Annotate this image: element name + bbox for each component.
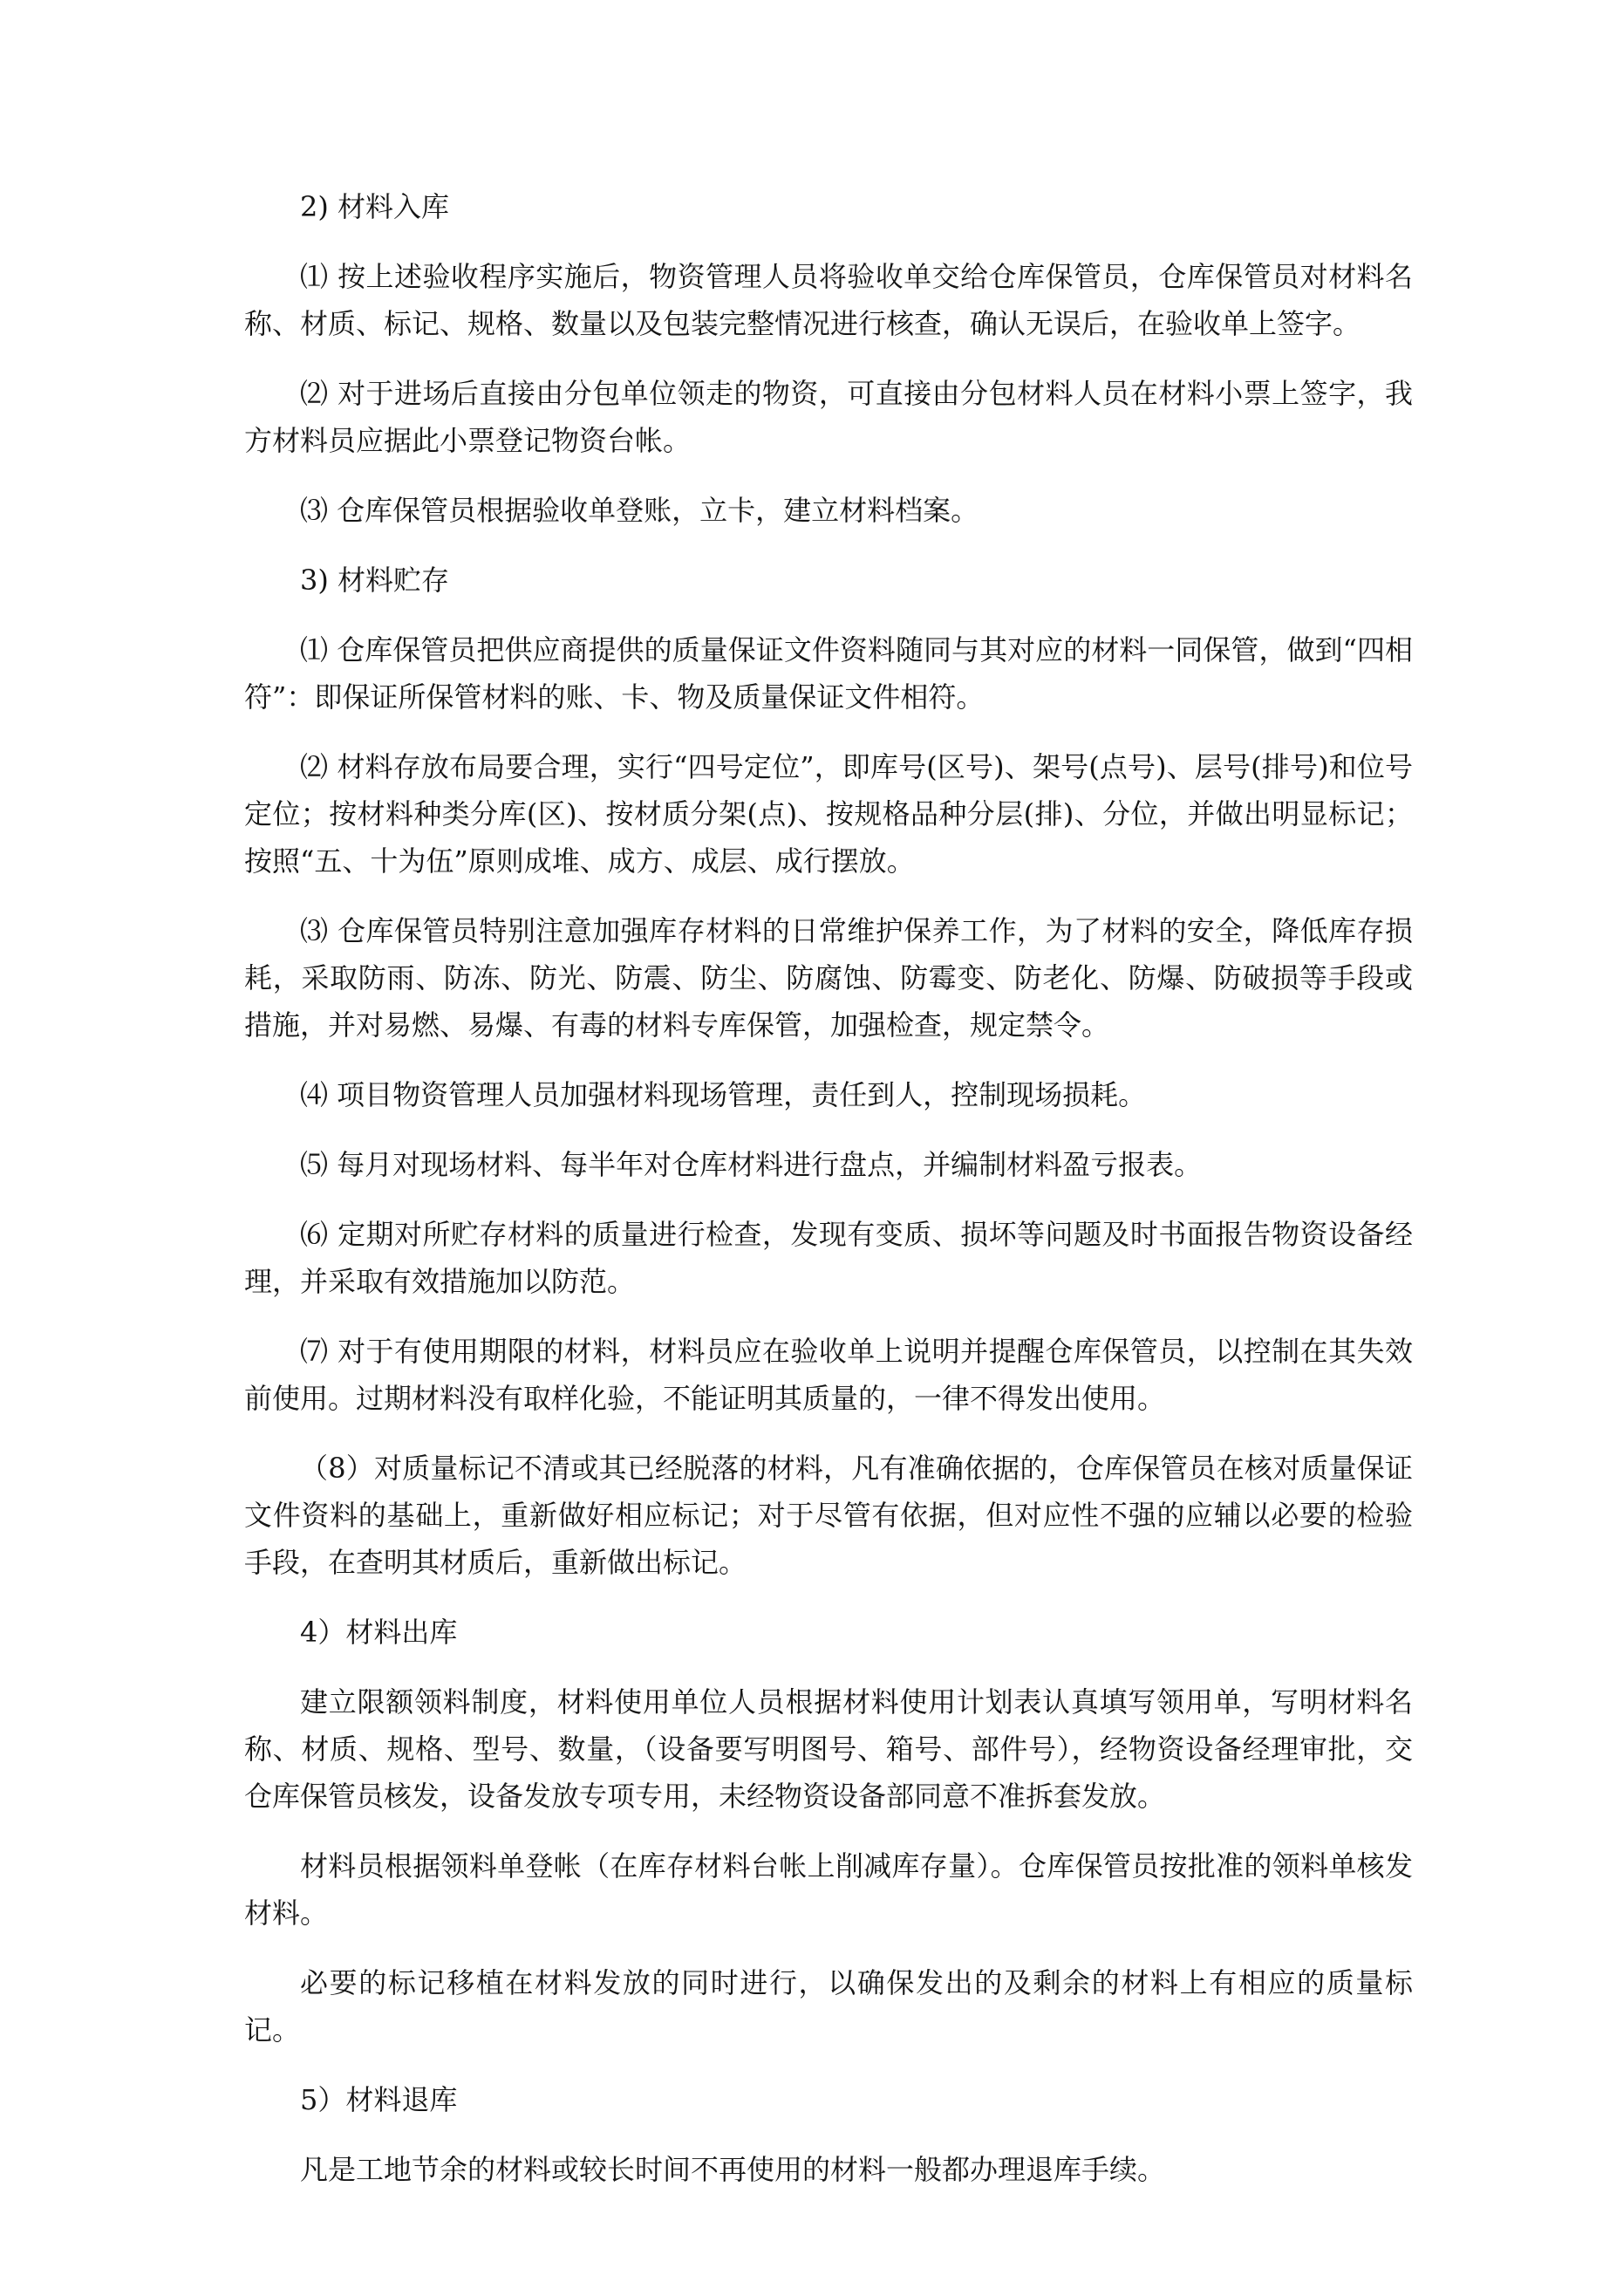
paragraph: ⑵ 材料存放布局要合理，实行“四号定位”，即库号(区号)、架号(点号)、层号(排号)和位号定位；按材料种类分库(区)、按材质分架(点)、按规格品种分层(排)、分位，并做出明显标记；按照“五、十为伍”原则成堆、成方、成层、成行摆放。	[244, 750, 1413, 878]
paragraph: ⑹ 定期对所贮存材料的质量进行检查，发现有变质、损坏等问题及时书面报告物资设备经理，并采取有效措施加以防范。	[244, 1218, 1413, 1298]
paragraph: 凡是工地节余的材料或较长时间不再使用的材料一般都办理退库手续。	[300, 2153, 1166, 2186]
section-heading-material-warehousing: 2) 材料入库	[300, 190, 450, 223]
paragraph: ⑷ 项目物资管理人员加强材料现场管理，责任到人，控制现场损耗。	[300, 1078, 1147, 1111]
paragraph: ⑺ 对于有使用期限的材料，材料员应在验收单上说明并提醒仓库保管员，以控制在其失效前使用。过期材料没有取样化验，不能证明其质量的，一律不得发出使用。	[244, 1335, 1413, 1415]
paragraph: ⑴ 仓库保管员把供应商提供的质量保证文件资料随同与其对应的材料一同保管，做到“四相符”：即保证所保管材料的账、卡、物及质量保证文件相符。	[244, 633, 1413, 714]
paragraph: 材料员根据领料单登帐（在库存材料台帐上削减库存量）。仓库保管员按批准的领料单核发材料。	[244, 1849, 1413, 1930]
section-heading-material-return: 5）材料退库	[300, 2083, 458, 2116]
paragraph: ⑶ 仓库保管员根据验收单登账，立卡，建立材料档案。	[300, 494, 979, 527]
paragraph: ⑵ 对于进场后直接由分包单位领走的物资，可直接由分包材料人员在材料小票上签字，我方材料员应据此小票登记物资台帐。	[244, 377, 1413, 457]
paragraph: 必要的标记移植在材料发放的同时进行，以确保发出的及剩余的材料上有相应的质量标记。	[244, 1966, 1413, 2047]
paragraph: （8）对质量标记不清或其已经脱落的材料，凡有准确依据的，仓库保管员在核对质量保证文件资料的基础上，重新做好相应标记；对于尽管有依据，但对应性不强的应辅以必要的检验手段，在查明其材质后，重新做出标记。	[244, 1452, 1413, 1579]
section-heading-material-storage: 3) 材料贮存	[300, 564, 450, 597]
section-heading-material-outbound: 4）材料出库	[300, 1616, 458, 1649]
document-body	[244, 183, 1413, 2216]
paragraph: ⑶ 仓库保管员特别注意加强库存材料的日常维护保养工作，为了材料的安全，降低库存损耗，采取防雨、防冻、防光、防震、防尘、防腐蚀、防霉变、防老化、防爆、防破损等手段或措施，并对易燃、易爆、有毒的材料专库保管，加强检查，规定禁令。	[244, 914, 1413, 1042]
paragraph: 建立限额领料制度，材料使用单位人员根据材料使用计划表认真填写领用单，写明材料名称、材质、规格、型号、数量，（设备要写明图号、箱号、部件号），经物资设备经理审批，交仓库保管员核发，设备发放专项专用，未经物资设备部同意不准拆套发放。	[244, 1685, 1413, 1813]
paragraph: ⑸ 每月对现场材料、每半年对仓库材料进行盘点，并编制材料盈亏报表。	[300, 1148, 1203, 1181]
paragraph: ⑴ 按上述验收程序实施后，物资管理人员将验收单交给仓库保管员，仓库保管员对材料名称、材质、标记、规格、数量以及包装完整情况进行核查，确认无误后，在验收单上签字。	[244, 260, 1413, 340]
